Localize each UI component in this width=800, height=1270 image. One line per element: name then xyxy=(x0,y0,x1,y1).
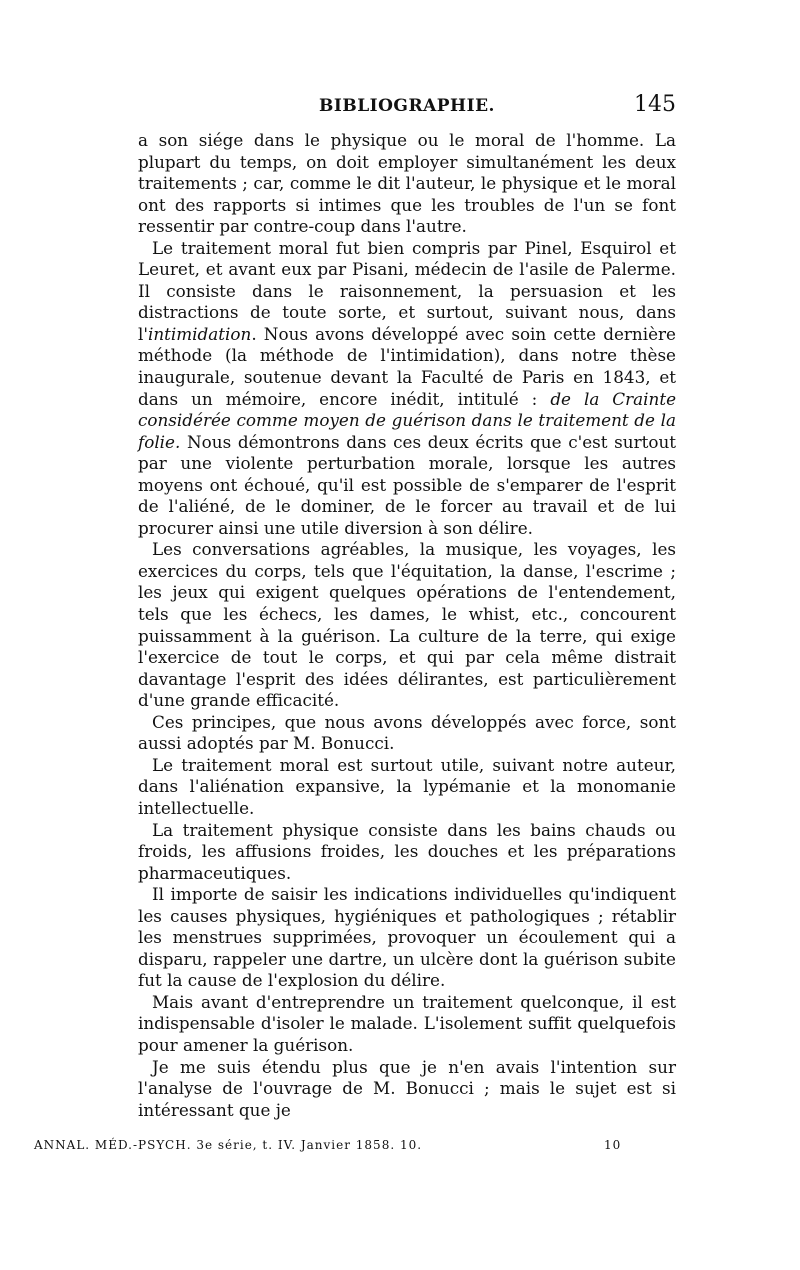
italic-text-segment: intimidation xyxy=(147,323,252,344)
printer-signature: ANNAL. MÉD.-PSYCH. 3e série, t. IV. Janvier 1858. 10. xyxy=(34,1138,423,1152)
paragraph xyxy=(138,238,676,540)
body-text xyxy=(138,130,676,1121)
text-segment: a son siége dans le physique ou le moral de l'homme. La plupart du temps, on doit employer simultanément les deux traitements ; car, comme le dit l'auteur, le physique et le moral ont des rapports si intimes que les troubles de l'un se font ressentir par contre-coup dans l'autre. xyxy=(138,130,676,237)
paragraph xyxy=(138,539,676,711)
paragraph xyxy=(138,1057,676,1122)
running-head xyxy=(138,92,676,126)
running-title: BIBLIOGRAPHIE. xyxy=(319,96,495,116)
text-segment: La traitement physique consiste dans les bains chauds ou froids, les affusions froides, les douches et les préparations pharmaceutiques. xyxy=(138,819,676,883)
text-segment: Nous démontrons dans ces deux écrits que c'est surtout par une violente perturbation morale, lorsque les autres moyens ont échoué, qu'il est possible de s'emparer de l'esprit de l'aliéné, de le dominer, de le forcer au travail et de lui procurer ainsi une utile diversion à son délire. xyxy=(138,431,676,538)
paragraph xyxy=(138,884,676,992)
paragraph xyxy=(138,130,676,238)
sheet-number: 10 xyxy=(604,1138,622,1152)
italic-text-segment: de la Crainte considérée comme moyen de guérison dans le traitement de la folie. xyxy=(138,388,676,452)
page-number: 145 xyxy=(634,92,676,117)
text-segment: Le traitement moral fut bien compris par Pinel, Esquirol et Leuret, et avant eux par Pisani, médecin de l'asile de Palerme. Il consiste dans le raisonnement, la persuasion et les distractions de toute sorte, et surtout, suivant nous, dans l' xyxy=(138,237,676,344)
text-segment: Le traitement moral est surtout utile, suivant notre auteur, dans l'aliénation expansive, la lypémanie et la monomanie intellectuelle. xyxy=(138,754,676,818)
paragraph xyxy=(138,992,676,1057)
text-segment: Les conversations agréables, la musique, les voyages, les exercices du corps, tels que l'équitation, la danse, l'escrime ; les jeux qui exigent quelques opérations de l'entendement, tels que les échecs, les dames, le whist, etc., concourent puissamment à la guérison. La culture de la terre, qui exige l'exercice de tout le corps, et qui par cela même distrait davantage l'esprit des idées délirantes, est particulièrement d'une grande efficacité. xyxy=(138,539,676,711)
paragraph xyxy=(138,712,676,755)
text-segment: . Nous avons développé avec soin cette dernière méthode (la méthode de l'intimidation), dans notre thèse inaugurale, soutenue devant la Faculté de Paris en 1843, et dans un mémoire, encore inédit, intitulé : xyxy=(138,323,676,409)
book-page xyxy=(138,92,676,1121)
text-segment: Je me suis étendu plus que je n'en avais l'intention sur l'analyse de l'ouvrage de M. Bonucci ; mais le sujet est si intéressant que je xyxy=(138,1056,676,1120)
text-segment: Mais avant d'entreprendre un traitement quelconque, il est indispensable d'isoler le malade. L'isolement suffit quelquefois pour amener la guérison. xyxy=(138,991,676,1055)
paragraph xyxy=(138,820,676,885)
paragraph xyxy=(138,755,676,820)
text-segment: Ces principes, que nous avons développés avec force, sont aussi adoptés par M. Bonucci. xyxy=(138,711,676,754)
text-segment: Il importe de saisir les indications individuelles qu'indiquent les causes physiques, hygiéniques et pathologiques ; rétablir les menstrues supprimées, provoquer un écoulement qui a disparu, rappeler une dartre, un ulcère dont la guérison subite fut la cause de l'explosion du délire. xyxy=(138,884,676,991)
